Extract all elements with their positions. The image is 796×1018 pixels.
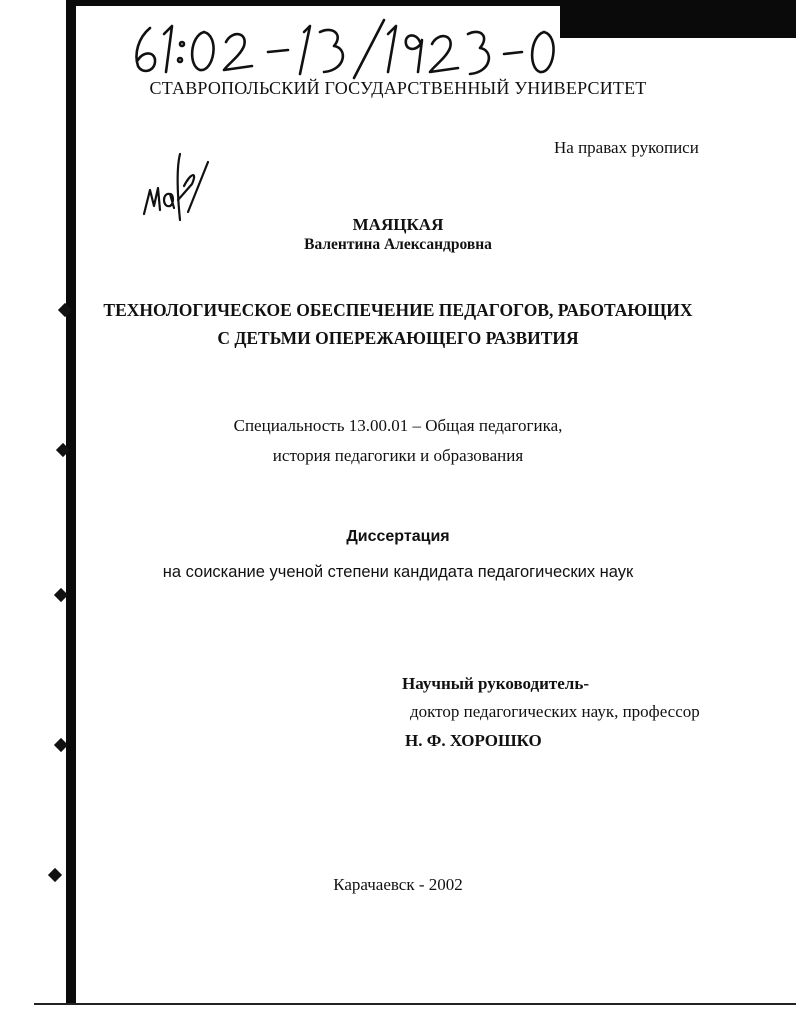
manuscript-rights-note: На правах рукописи <box>554 138 699 157</box>
author-surname: МАЯЦКАЯ <box>352 215 444 234</box>
specialty-line-2: история педагогики и образования <box>272 446 524 465</box>
thesis-title-line-2: С ДЕТЬМИ ОПЕРЕЖАЮЩЕГО РАЗВИТИЯ <box>217 328 579 348</box>
author-name: Валентина Александровна <box>304 236 492 253</box>
scan-bottom-edge <box>34 1003 796 1005</box>
supervisor-label: Научный руководитель- <box>402 674 589 693</box>
city-year: Карачаевск - 2002 <box>333 875 463 894</box>
scan-top-edge-thin <box>76 0 560 6</box>
degree-purpose: на соискание ученой степени кандидата педагогических наук <box>162 563 634 581</box>
scan-left-edge <box>66 0 76 1005</box>
specialty-line-1: Специальность 13.00.01 – Общая педагогика, <box>233 416 563 435</box>
university-name: СТАВРОПОЛЬСКИЙ ГОСУДАРСТВЕННЫЙ УНИВЕРСИТЕТ <box>149 78 647 98</box>
handwritten-archive-number <box>128 14 558 80</box>
supervisor-degree: доктор педагогических наук, профессор <box>410 702 700 721</box>
scan-top-edge <box>560 0 796 38</box>
supervisor-name: Н. Ф. ХОРОШКО <box>405 731 542 750</box>
document-type: Диссертация <box>346 528 450 545</box>
thesis-title-line-1: ТЕХНОЛОГИЧЕСКОЕ ОБЕСПЕЧЕНИЕ ПЕДАГОГОВ, РАБОТАЮЩИХ <box>103 300 693 320</box>
